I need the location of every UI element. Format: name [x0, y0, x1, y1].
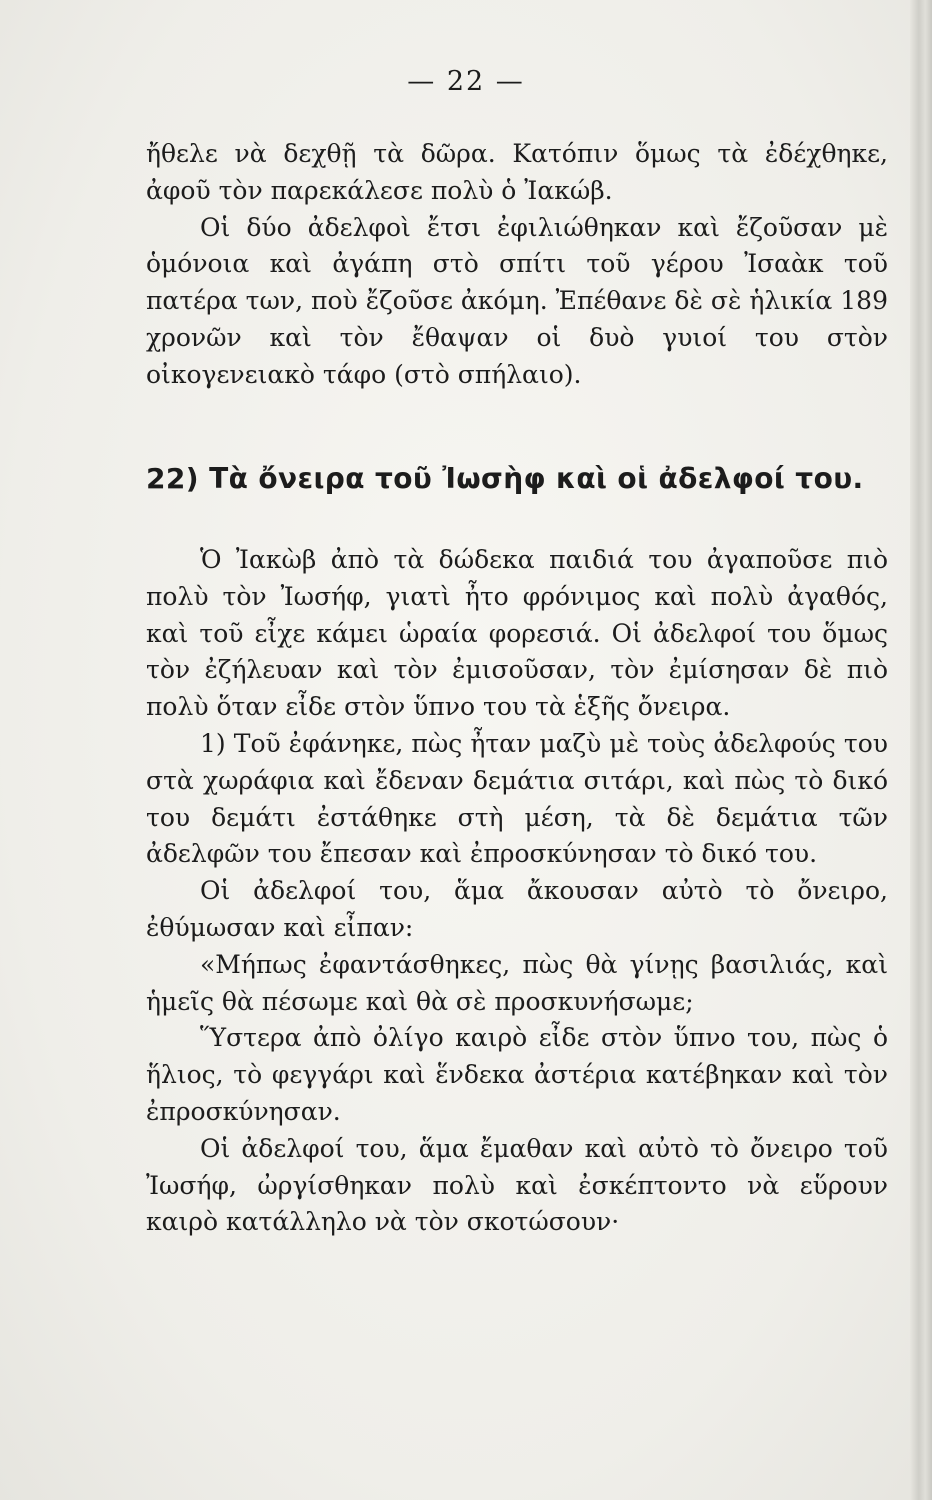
text-after-section — [146, 542, 888, 1241]
paragraph: Ὁ Ἰακὼβ ἀπὸ τὰ δώδεκα παιδιά του ἀγαποῦσε πιὸ πολὺ τὸν Ἰωσήφ, γιατὶ ἦτο φρόνιμος καὶ πολὺ ἀγαθός, καὶ τοῦ εἶχε κάμει ὡραία φορεσιά. Οἱ ἀδελφοί του ὅμως τὸν ἐζήλευαν καὶ τὸν ἐμισοῦσαν, τὸν ἐμίσησαν δὲ πιὸ πολὺ ὅταν εἶδε στὸν ὕπνο του τὰ ἑξῆς ὄνειρα. — [146, 545, 888, 722]
paragraph: Ὕστερα ἀπὸ ὀλίγο καιρὸ εἶδε στὸν ὕπνο του, πὼς ὁ ἥλιος, τὸ φεγγάρι καὶ ἕνδεκα ἀστέρια κατέβηκαν καὶ τὸν ἐπροσκύνησαν. — [146, 1023, 888, 1126]
page-edge — [910, 0, 932, 1500]
paragraph: 1) Τοῦ ἐφάνηκε, πὼς ἦταν μαζὺ μὲ τοὺς ἀδελφούς του στὰ χωράφια καὶ ἔδεναν δεμάτια σιτάρι, καὶ πὼς τὸ δικό του δεμάτι ἐστάθηκε στὴ μέση, τὰ δὲ δεμάτια τῶν ἀδελφῶν του ἔπεσαν καὶ ἐπροσκύνησαν τὸ δικό του. — [146, 728, 888, 869]
paragraph: ἤθελε νὰ δεχθῇ τὰ δῶρα. Κατόπιν ὅμως τὰ ἐδέχθηκε, ἀφοῦ τὸν παρεκάλεσε πολὺ ὁ Ἰακώβ. — [146, 139, 888, 205]
section-heading: 22) Τὰ ὄνειρα τοῦ Ἰωσὴφ καὶ οἱ ἀδελφοί του. — [146, 462, 864, 495]
page-number: — 22 — — [407, 66, 525, 97]
paragraph: Οἱ ἀδελφοί του, ἅμα ἔμαθαν καὶ αὐτὸ τὸ ὄνειρο τοῦ Ἰωσήφ, ὠργίσθηκαν πολὺ καὶ ἐσκέπτοντο νὰ εὕρουν καιρὸ κατάλληλο νὰ τὸν σκοτώσουν· — [146, 1133, 888, 1237]
paragraph: «Μήπως ἐφαντάσθηκες, πὼς θὰ γίνῃς βασιλιάς, καὶ ἡμεῖς θὰ πέσωμε καὶ θὰ σὲ προσκυνήσωμε; — [146, 949, 888, 1016]
text-before-section — [146, 136, 888, 394]
paragraph: Οἱ ἀδελφοί του, ἅμα ἄκουσαν αὐτὸ τὸ ὄνειρο, ἐθύμωσαν καὶ εἶπαν: — [146, 876, 888, 942]
paragraph: Οἱ δύο ἀδελφοὶ ἔτσι ἐφιλιώθηκαν καὶ ἔζοῦσαν μὲ ὁμόνοια καὶ ἀγάπη στὸ σπίτι τοῦ γέρου Ἰσαὰκ τοῦ πατέρα των, ποὺ ἔζοῦσε ἀκόμη. Ἐπέθανε δὲ σὲ ἡλικία 189 χρονῶν καὶ τὸν ἔθαψαν οἱ δυὸ γυιοί του στὸν οἰκογενειακὸ τάφο (στὸ σπήλαιο). — [146, 212, 888, 389]
